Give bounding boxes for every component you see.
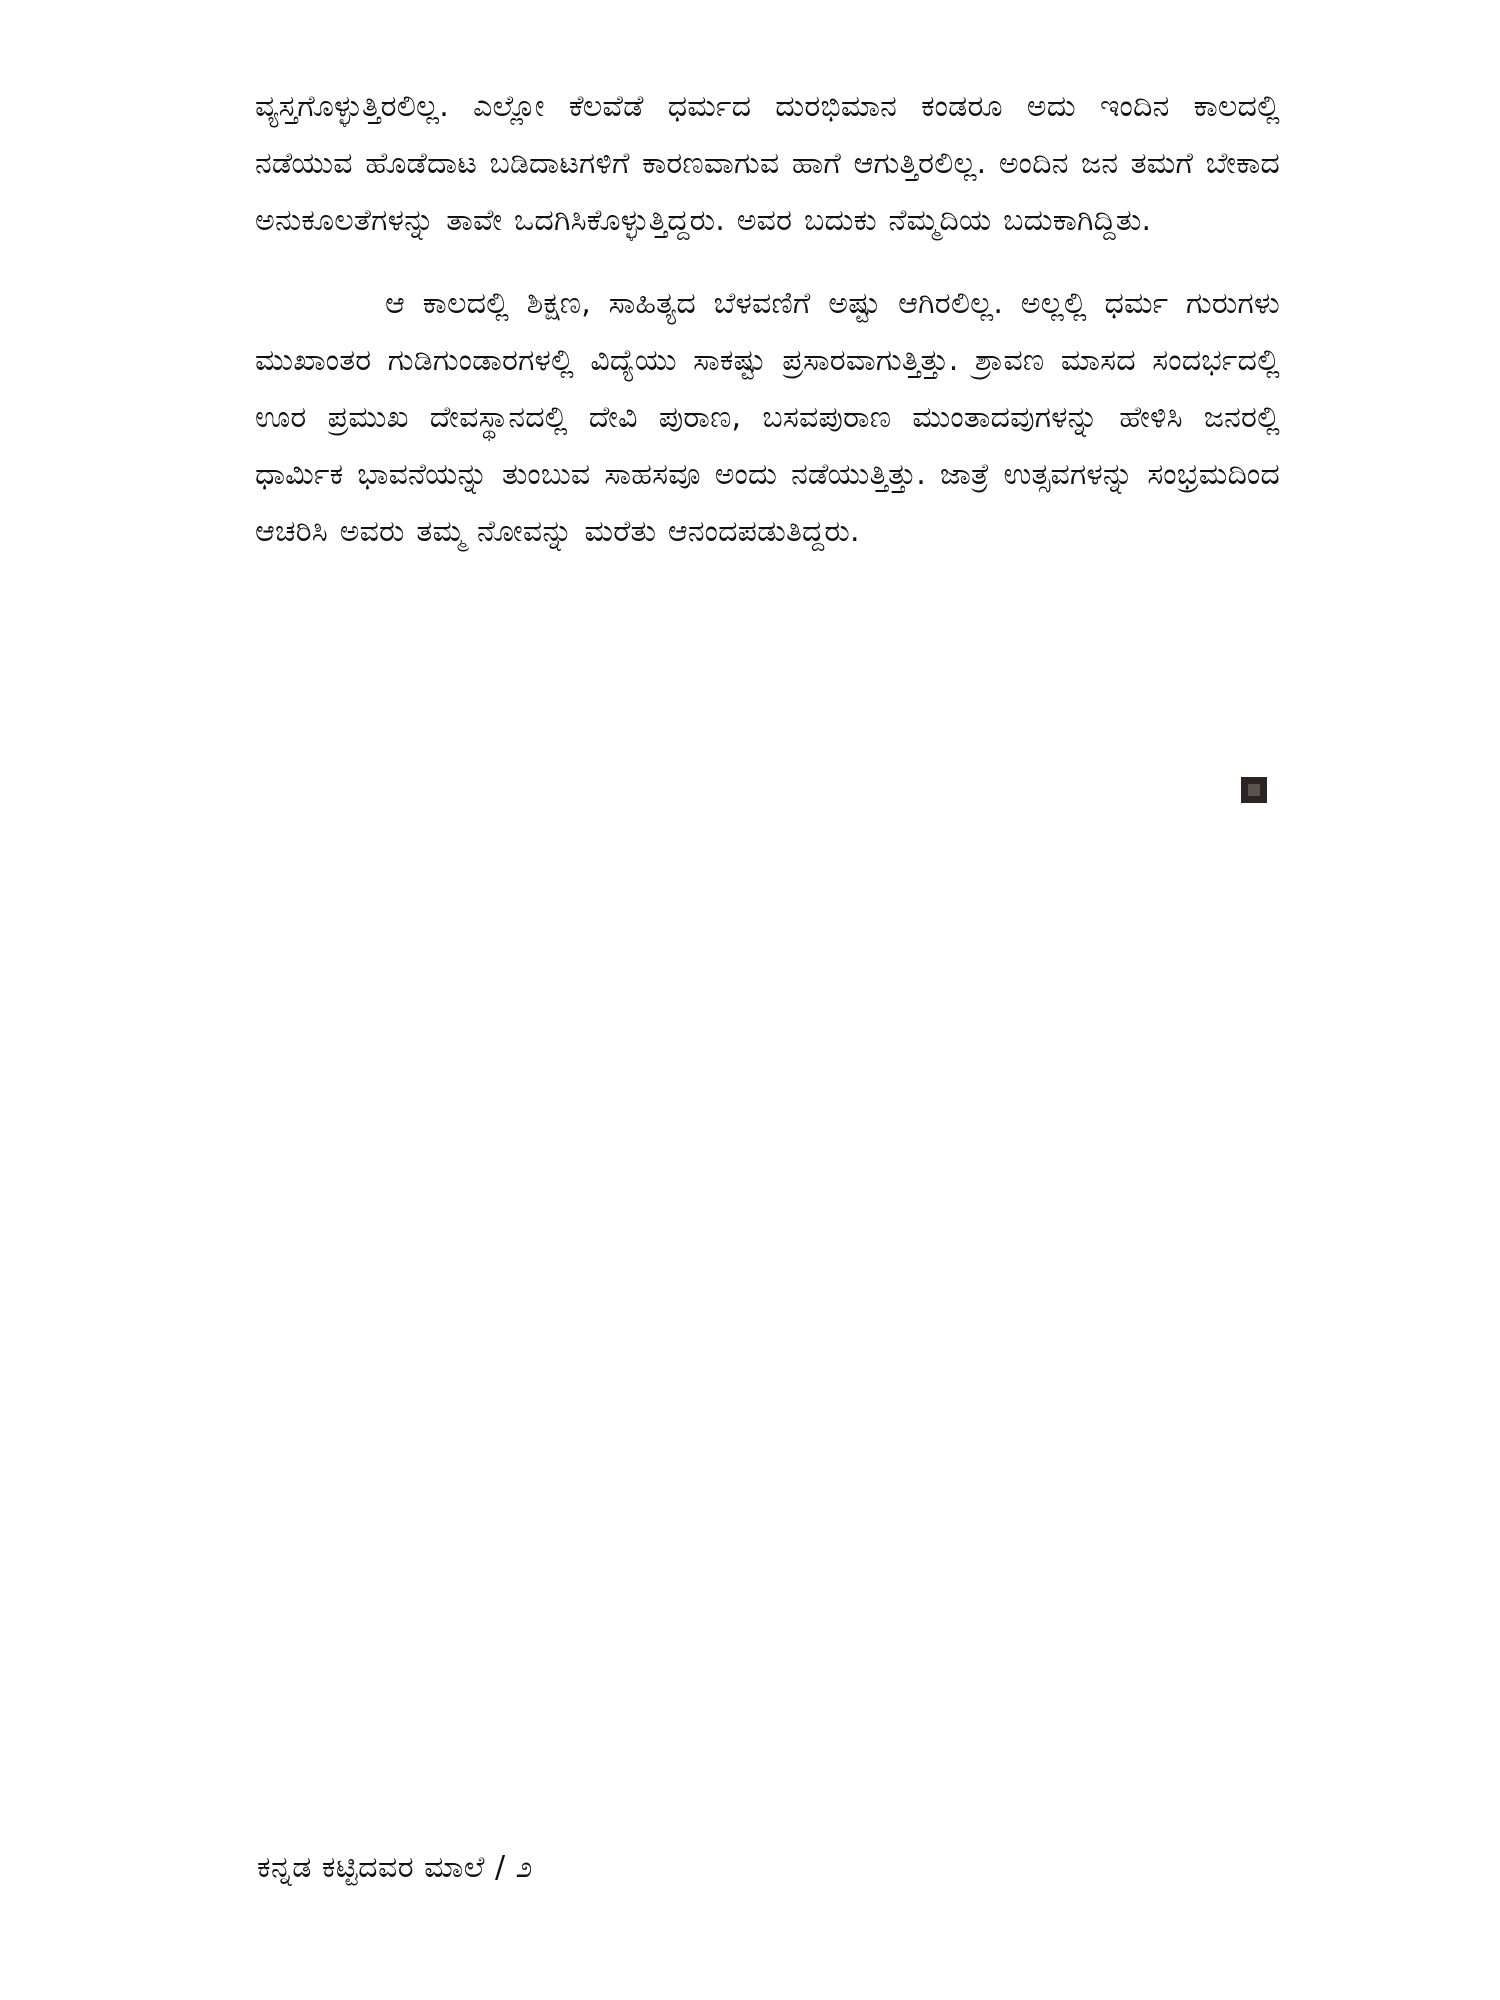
square-ornament-icon [1241,777,1267,803]
paragraph-2: ಆ ಕಾಲದಲ್ಲಿ ಶಿಕ್ಷಣ, ಸಾಹಿತ್ಯದ ಬೆಳವಣಿಗೆ ಅಷ್ಟು ಆಗಿರಲಿಲ್ಲ. ಅಲ್ಲಲ್ಲಿ ಧರ್ಮ ಗುರುಗಳು ಮುಖಾಂತರ ಗುಡಿಗುಂಡಾರಗಳಲ್ಲಿ ವಿದ್ಯೆಯು ಸಾಕಷ್ಟು ಪ್ರಸಾರವಾಗುತ್ತಿತ್ತು. ಶ್ರಾವಣ ಮಾಸದ ಸಂದರ್ಭದಲ್ಲಿ ಊರ ಪ್ರಮುಖ ದೇವಸ್ಥಾನದಲ್ಲಿ ದೇವಿ ಪುರಾಣ, ಬಸವಪುರಾಣ ಮುಂತಾದವುಗಳನ್ನು ಹೇಳಿಸಿ ಜನರಲ್ಲಿ ಧಾರ್ಮಿಕ ಭಾವನೆಯನ್ನು ತುಂಬುವ ಸಾಹಸವೂ ಅಂದು ನಡೆಯುತ್ತಿತ್ತು. ಜಾತ್ರೆ ಉತ್ಸವಗಳನ್ನು ಸಂಭ್ರಮದಿಂದ ಆಚರಿಸಿ ಅವರು ತಮ್ಮ ನೋವನ್ನು ಮರೆತು ಆನಂದಪಡುತಿದ್ದರು. [255,286,1280,549]
body-text [255,78,1280,560]
paragraph-1: ವ್ಯಸ್ತಗೊಳ್ಳುತ್ತಿರಲಿಲ್ಲ. ಎಲ್ಲೋ ಕೆಲವೆಡೆ ಧರ್ಮದ ದುರಭಿಮಾನ ಕಂಡರೂ ಅದು ಇಂದಿನ ಕಾಲದಲ್ಲಿ ನಡೆಯುವ ಹೊಡೆದಾಟ ಬಡಿದಾಟಗಳಿಗೆ ಕಾರಣವಾಗುವ ಹಾಗೆ ಆಗುತ್ತಿರಲಿಲ್ಲ. ಅಂದಿನ ಜನ ತಮಗೆ ಬೇಕಾದ ಅನುಕೂಲತೆಗಳನ್ನು ತಾವೇ ಒದಗಿಸಿಕೊಳ್ಳುತ್ತಿದ್ದರು. ಅವರ ಬದುಕು ನೆಮ್ಮದಿಯ ಬದುಕಾಗಿದ್ದಿತು. [255,89,1280,238]
page-footer: ಕನ್ನಡ ಕಟ್ಟಿದವರ ಮಾಲೆ / ೨ [257,1850,533,1885]
